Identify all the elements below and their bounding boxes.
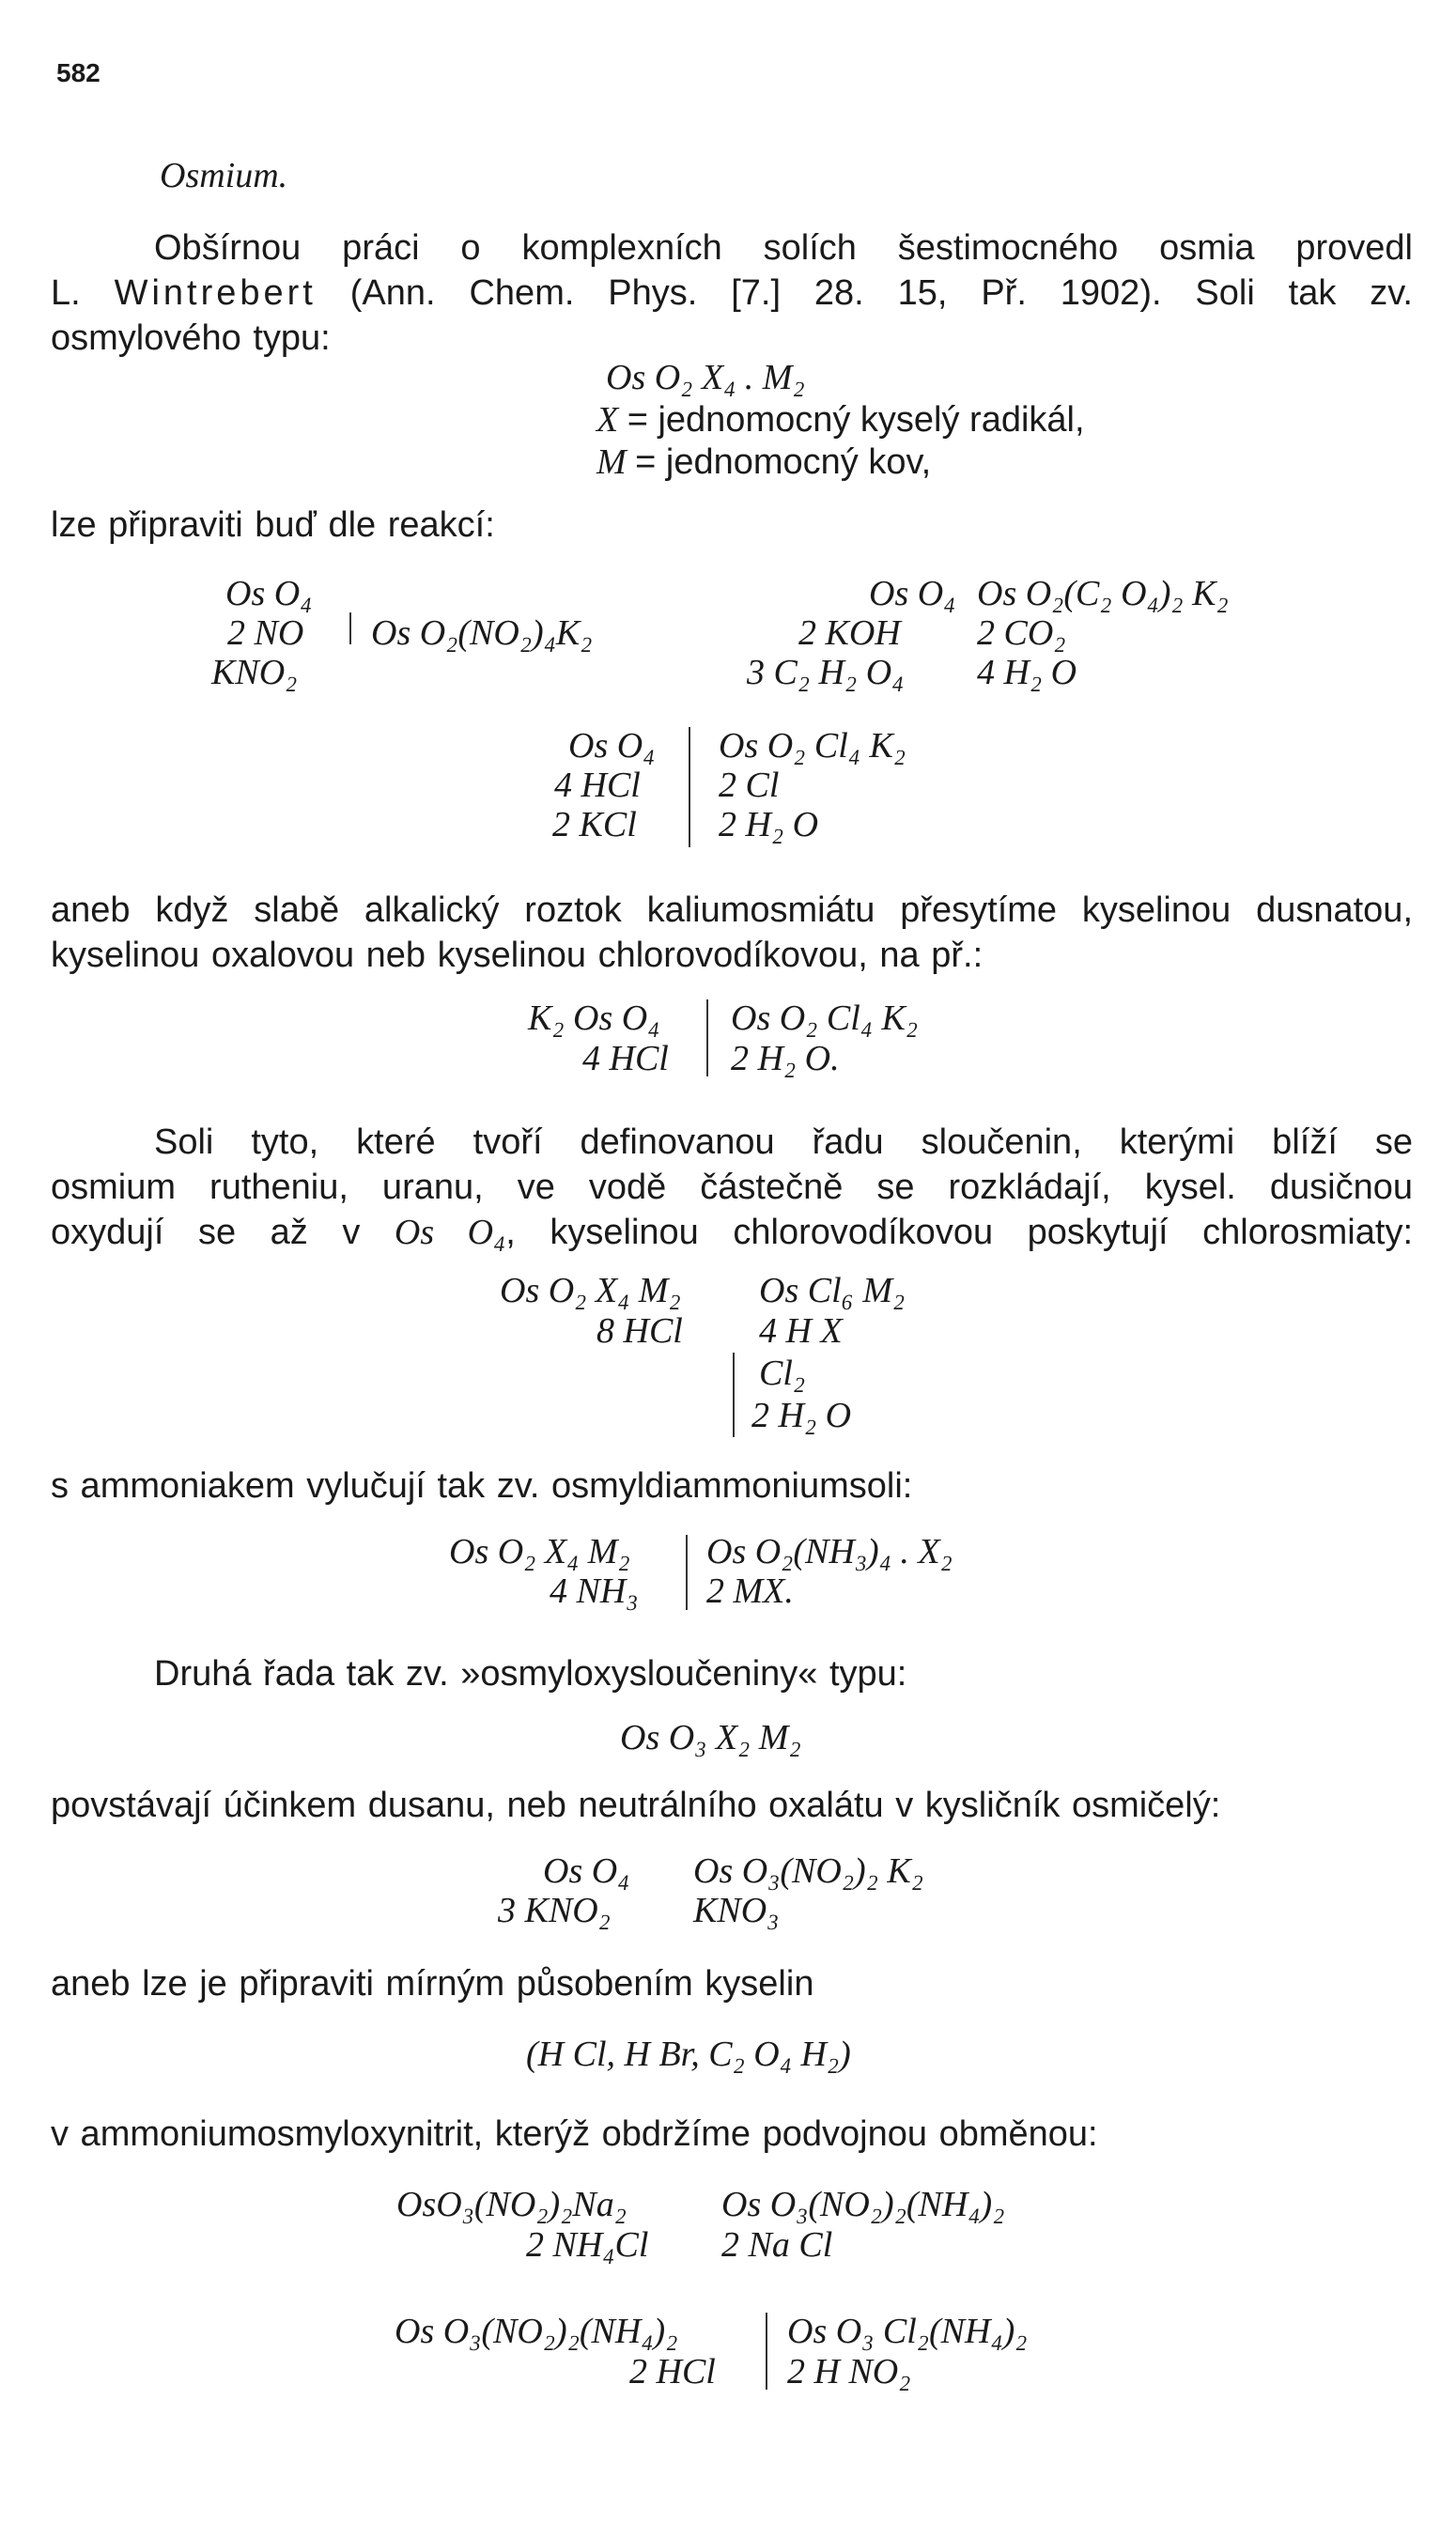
r5-reactant-1: Os O₂ X₄ M₂ [500,1271,681,1310]
r8-product-1: Os O₃(NO₂)₂(NH₄)₂ [721,2185,1005,2224]
r9-product-2: 2 H NO₂ [787,2352,911,2391]
salts-line-3-start: oxydují se až v [51,1213,361,1252]
r6-divider [686,1535,688,1610]
r4-product-1: Os O₂ Cl₄ K₂ [731,998,919,1038]
r8-reactant-2: 2 NH₄Cl [526,2225,649,2265]
r2-reactant-3: 3 C₂ H₂ O₄ [747,653,905,692]
r5-reactant-2: 8 HCl [596,1311,683,1351]
r2-product-1: Os O₂(C₂ O₄)₂ K₂ [977,574,1229,613]
r5-divider [733,1353,735,1437]
osmyloxy-type-formula: Os O₃ X₂ M₂ [620,1718,801,1757]
x-symbol: X [596,400,619,440]
r8-reactant-1: OsO₃(NO₂)₂Na₂ [396,2185,627,2224]
r9-divider [766,2313,767,2390]
paragraph-ammonia: s ammoniakem vylučují tak zv. osmyldiammoniumsoli: [51,1466,913,1506]
salts-line-3-end: , kyselinou chlorovodíkovou poskytují chlorosmiaty: [505,1213,1413,1252]
r6-reactant-2: 4 NH₃ [550,1571,639,1611]
r3-product-2: 2 Cl [719,766,780,805]
intro-line-2 [51,271,1413,316]
r9-product-1: Os O₃ Cl₂(NH₄)₂ [787,2312,1028,2351]
acids-formula: (H Cl, H Br, C₂ O₄ H₂) [526,2035,851,2074]
r3-product-3: 2 H₂ O [719,805,819,844]
paragraph-kaliumosmiate: aneb když slabě alkalický roztok kaliumosmiátu přesytíme kyselinou dusnatou, kyselinou oxalovou neb kyselinou chlorovodíkovou, na př.: [51,890,1413,975]
r7-reactant-1: Os O₄ [543,1851,630,1891]
r5-product-2: 4 H X [759,1311,843,1351]
intro-line-2-prefix: L. [51,273,81,313]
r4-divider [706,999,708,1076]
r3-reactant-3: 2 KCl [552,805,637,844]
paragraph-reactions-intro: lze připraviti buď dle reakcí: [51,505,495,545]
m-definition [596,441,931,483]
r3-divider [689,727,690,847]
r7-product-2: KNO₃ [693,1891,780,1930]
r1-divider [349,612,351,644]
author-name: Wintrebert [114,273,317,313]
m-symbol: M [596,442,627,482]
salts-line-3-formula: Os O₄ [394,1213,506,1252]
r3-reactant-1: Os O₄ [568,726,656,766]
r5-product-3: Cl₂ [759,1354,806,1393]
page-number: 582 [56,58,101,87]
r9-reactant-2: 2 HCl [629,2352,716,2391]
r6-product-1: Os O₂(NH₃)₄ . X₂ [706,1532,953,1571]
r7-product-1: Os O₃(NO₂)₂ K₂ [693,1851,923,1891]
x-definition [596,399,1085,441]
r4-product-2: 2 H₂ O. [731,1039,840,1078]
r7-reactant-2: 3 KNO₂ [498,1891,611,1930]
salts-line-1: Soli tyto, které tvoří definovanou řadu sloučenin, kterými blíží se [154,1122,1413,1162]
section-heading: Osmium. [160,156,288,195]
osmyl-type-formula: Os O₂ X₄ . M₂ [606,358,805,397]
paragraph-osmyloxy: Druhá řada tak zv. »osmyloxysloučeniny« typu: [154,1654,907,1694]
salts-line-3 [51,1210,1413,1255]
intro-line-2-rest: (Ann. Chem. Phys. [7.] 28. 15, Př. 1902). Soli tak zv. [349,273,1413,313]
r4-reactant-2: 4 HCl [582,1039,669,1078]
r1-reactant-1: Os O₄ [225,574,313,613]
paragraph-formation: povstávají účinkem dusanu, neb neutrálního oxalátu v kysličník osmičelý: [51,1786,1221,1825]
paragraph-exchange: v ammoniumosmyloxynitrit, kterýž obdržíme podvojnou obměnou: [51,2114,1098,2154]
r6-product-2: 2 MX. [706,1571,794,1611]
paragraph-intro [51,225,1413,361]
r1-product: Os O₂(NO₂)₄K₂ [371,613,593,653]
r3-reactant-2: 4 HCl [554,766,641,805]
x-definition-text: = jednomocný kyselý radikál, [627,400,1085,440]
intro-line-3: osmylového typu: [51,318,331,358]
r1-reactant-3: KNO₂ [211,653,298,692]
r5-product-1: Os Cl₆ M₂ [759,1271,906,1310]
intro-line-1: Obšírnou práci o komplexních solích šestimocného osmia provedl [154,228,1413,268]
r2-reactant-1: Os O₄ [869,574,956,613]
paragraph-acids: aneb lze je připraviti mírným působením kyselin [51,1964,814,2004]
r8-product-2: 2 Na Cl [721,2225,833,2265]
r5-product-4: 2 H₂ O [751,1396,852,1435]
r2-product-3: 4 H₂ O [977,653,1077,692]
r2-product-2: 2 CO₂ [977,613,1066,653]
r9-reactant-1: Os O₃(NO₂)₂(NH₄)₂ [395,2312,678,2351]
r1-reactant-2: 2 NO [227,613,304,653]
r3-product-1: Os O₂ Cl₄ K₂ [719,726,906,766]
m-definition-text: = jednomocný kov, [635,442,932,482]
r4-reactant-1: K₂ Os O₄ [528,998,660,1038]
salts-line-2: osmium rutheniu, uranu, ve vodě částečně se rozkládají, kysel. dusičnou [51,1168,1413,1207]
r2-reactant-2: 2 KOH [798,613,901,653]
r6-reactant-1: Os O₂ X₄ M₂ [449,1532,630,1571]
paragraph-salts-properties [51,1120,1413,1255]
